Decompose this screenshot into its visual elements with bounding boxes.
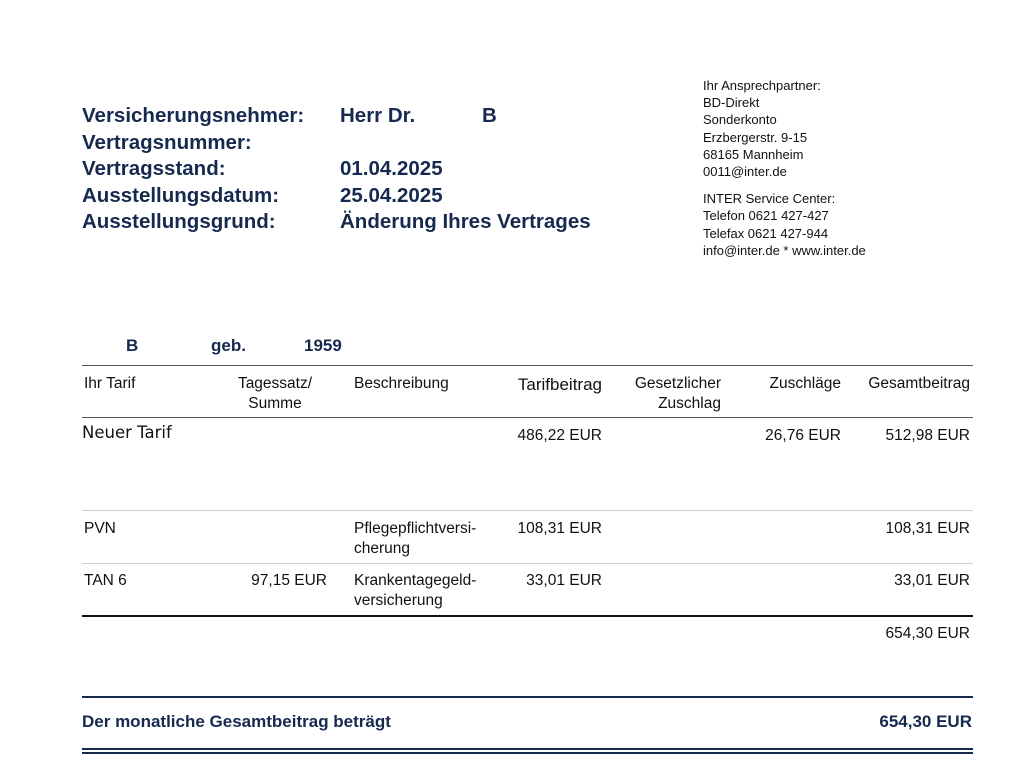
- cell-daily-rate: 97,15 EUR: [251, 572, 327, 589]
- cell-surcharges: 26,76 EUR: [765, 427, 841, 444]
- policyholder-value: Herr Dr.: [340, 104, 416, 127]
- cell-total-premium: 33,01 EUR: [894, 572, 970, 589]
- cell-total-premium: 108,31 EUR: [885, 520, 970, 537]
- col-header-daily-rate: Tagessatz/: [237, 375, 313, 392]
- issue-date-label: Ausstellungsdatum:: [82, 183, 280, 207]
- summary-bottom-rule: [82, 748, 973, 750]
- cell-description: Pflegepflichtversi-: [354, 520, 477, 537]
- policyholder-label: Versicherungsnehmer:: [82, 104, 305, 127]
- cell-tariff: PVN: [84, 520, 116, 537]
- contact-line: Sonderkonto: [703, 112, 777, 128]
- cell-description-2: versicherung: [354, 592, 443, 609]
- col-header-total-premium: Gesamtbeitrag: [868, 375, 970, 392]
- issue-date-value: 25.04.2025: [340, 183, 443, 207]
- col-header-statutory-surcharge: Gesetzlicher: [634, 375, 721, 392]
- table-header-rule: [82, 417, 973, 418]
- col-header-daily-rate-2: Summe: [248, 395, 302, 412]
- policyholder-name: B: [482, 104, 497, 127]
- service-center-web[interactable]: info@inter.de * www.inter.de: [703, 242, 866, 258]
- contact-line: BD-Direkt: [703, 95, 760, 111]
- col-header-tariff: Ihr Tarif: [84, 375, 136, 392]
- service-center-line: Telefax 0621 427-944: [703, 225, 829, 241]
- cell-tariff: Neuer Tarif: [82, 423, 172, 442]
- col-header-statutory-surcharge-2: Zuschlag: [658, 395, 721, 412]
- contact-line: 68165 Mannheim: [703, 146, 804, 162]
- cell-tariff-premium: 108,31 EUR: [517, 520, 602, 537]
- cell-total-premium: 512,98 EUR: [885, 427, 970, 444]
- insured-person-name: B: [126, 336, 139, 355]
- monthly-total-label: Der monatliche Gesamtbeitrag beträgt: [82, 712, 391, 731]
- row-divider: [82, 563, 973, 564]
- cell-tariff: TAN 6: [84, 572, 127, 589]
- birth-year: 1959: [304, 336, 342, 355]
- cell-description-2: cherung: [354, 540, 411, 557]
- contact-block: [703, 77, 866, 259]
- col-header-tariff-premium: Tarifbeitrag: [517, 375, 602, 394]
- summary-bottom-rule-2: [82, 752, 973, 754]
- issue-reason-value: Änderung Ihres Vertrages: [340, 210, 591, 233]
- monthly-total-value: 654,30 EUR: [879, 712, 972, 731]
- service-center-line: Telefon 0621 427-427: [703, 208, 829, 224]
- contact-email[interactable]: 0011@inter.de: [703, 164, 787, 180]
- table-bottom-rule: [82, 615, 973, 617]
- table-top-rule: [82, 365, 973, 366]
- row-divider: [82, 510, 973, 511]
- cell-description: Krankentagegeld-: [354, 572, 477, 589]
- cell-tariff-premium: 33,01 EUR: [526, 572, 602, 589]
- subtotal-value: 654,30 EUR: [885, 625, 970, 642]
- contact-line: Erzbergerstr. 9-15: [703, 129, 808, 145]
- service-center-line: INTER Service Center:: [703, 191, 836, 207]
- cell-tariff-premium: 486,22 EUR: [517, 427, 602, 444]
- contract-number-label: Vertragsnummer:: [82, 130, 252, 154]
- summary-top-rule: [82, 696, 973, 698]
- contract-status-value: 01.04.2025: [340, 157, 443, 180]
- contract-status-label: Vertragsstand:: [82, 157, 226, 180]
- issue-reason-label: Ausstellungsgrund:: [82, 210, 276, 233]
- col-header-surcharges: Zuschläge: [769, 375, 841, 392]
- birth-label: geb.: [211, 336, 246, 355]
- col-header-description: Beschreibung: [354, 375, 449, 392]
- contact-line: Ihr Ansprechpartner:: [703, 78, 821, 93]
